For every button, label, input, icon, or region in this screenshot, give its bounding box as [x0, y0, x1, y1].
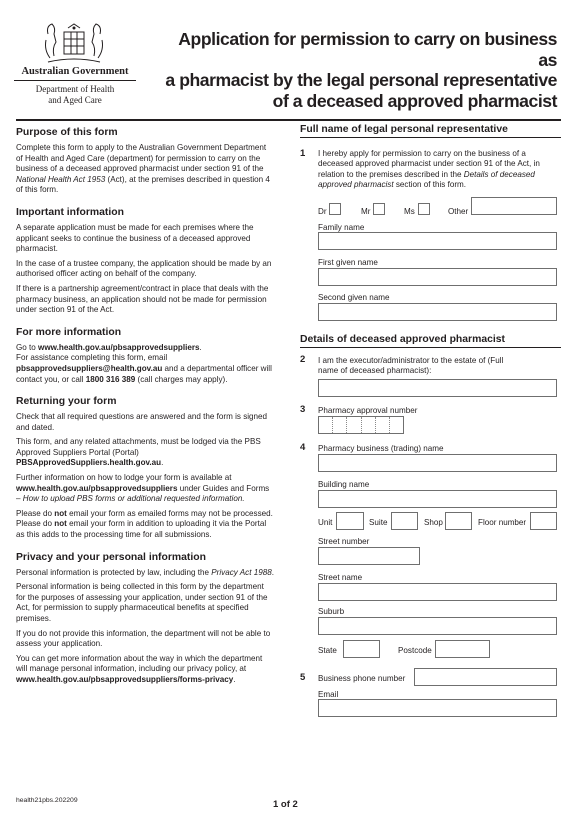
question-1-text: I hereby apply for permission to carry on the business of a deceased approved pharmacist under section 91 of the Act, in relation to the premises described in the Details of deceased approved pharmacist section of this form.	[318, 149, 540, 190]
first-given-name-label: First given name	[318, 258, 378, 267]
title-other-field[interactable]	[471, 197, 557, 215]
title-ms-checkbox[interactable]	[418, 203, 430, 215]
question-number: 4	[300, 442, 306, 453]
page-number: 1 of 2	[273, 799, 298, 810]
email-link[interactable]: pbsapprovedsuppliers@health.gov.au	[16, 363, 163, 373]
form-code: health21pbs.202209	[16, 797, 78, 804]
purpose-section: Purpose of this form Complete this form to apply to the Australian Government Department of Health and Aged Care (department) for permission to carry on the business of a deceased approved pharmacist under section 91 of the National Health Act 1953 (Act), at the premises described in question 4 of this form.	[16, 127, 274, 196]
state-label: State	[318, 646, 337, 655]
question-number: 1	[300, 148, 306, 159]
street-number-field[interactable]	[318, 547, 420, 565]
building-name-field[interactable]	[318, 490, 557, 508]
trading-name-label: Pharmacy business (trading) name	[318, 444, 444, 453]
deceased-pharmacist-name-field[interactable]	[318, 379, 557, 397]
section-representative-heading: Full name of legal personal representative	[300, 124, 561, 138]
email-label: Email	[318, 690, 339, 699]
family-name-label: Family name	[318, 223, 365, 232]
website-link[interactable]: www.health.gov.au/pbsapprovedsuppliers	[38, 342, 200, 352]
postcode-label: Postcode	[398, 646, 432, 655]
second-given-name-label: Second given name	[318, 293, 390, 302]
question-number: 3	[300, 404, 306, 415]
title-mr-checkbox[interactable]	[373, 203, 385, 215]
department-name: Department of Health and Aged Care	[35, 84, 115, 105]
shop-label: Shop	[424, 518, 443, 527]
suite-label: Suite	[369, 518, 388, 527]
street-name-field[interactable]	[318, 583, 557, 601]
section-heading: Returning your form	[16, 396, 117, 408]
privacy-section: Privacy and your personal information Personal information is protected by law, including the Privacy Act 1988. Personal information is being collected in this form by the department for the purposes of assessing your application, under section 91 of the Act, for permission to supply pharmaceutical benefits at specified premises. If you do not provide this information, the department will not be able to assess your application. You can get more information about the way in which the department will manage personal information, including our privacy policy, at www.health.gov.au/pbsapprovedsuppliers/forms-privacy.	[16, 551, 274, 684]
form-title: Application for permission to carry on business as a pharmacist by the legal personal representative of a deceased approved pharmacist	[165, 29, 557, 111]
title-mr-label: Mr	[361, 207, 371, 216]
suburb-field[interactable]	[318, 617, 557, 635]
portal-link[interactable]: PBSApprovedSuppliers.health.gov.au	[16, 458, 162, 468]
shop-field[interactable]	[445, 512, 472, 530]
section-deceased-heading: Details of deceased approved pharmacist	[300, 334, 561, 348]
street-number-label: Street number	[318, 537, 370, 546]
returning-section: Returning your form Check that all required questions are answered and the form is signed and dated. This form, and any related attachments, must be lodged via the PBS Approved Suppliers Portal (Portal) PBSApprovedSuppliers.health.gov.au. Further information on how to lodge your form is available at www.health.gov.au/pbsapprovedsuppliers under Guides and Forms – How to upload PBS forms or additional requested information. Please do not email your form as emailed forms may not be processed. Please do not email your form in addition to uploading it via the Portal as this adds to the processing time for all submissions.	[16, 396, 273, 540]
business-phone-label: Business phone number	[318, 674, 406, 683]
email-field[interactable]	[318, 699, 557, 717]
header-divider	[16, 119, 561, 121]
second-given-name-field[interactable]	[318, 303, 557, 321]
question-2-text: I am the executor/administrator to the estate of (Full name of deceased pharmacist):	[318, 356, 504, 376]
building-name-label: Building name	[318, 480, 370, 489]
coat-of-arms-icon	[40, 22, 108, 66]
trading-name-field[interactable]	[318, 454, 557, 472]
business-phone-field[interactable]	[414, 668, 557, 686]
section-heading: For more information	[16, 326, 122, 338]
floor-number-label: Floor number	[478, 518, 527, 527]
approval-number-field[interactable]	[318, 416, 404, 434]
privacy-link[interactable]: www.health.gov.au/pbsapprovedsuppliers/forms-privacy	[16, 674, 234, 684]
information-column	[16, 127, 274, 697]
important-section: Important information A separate application must be made for each premises where the applicant seeks to continue the business of a deceased approved pharmacist. In the case of a trustee company, the application should be made by an authorised officer acting on behalf of the company. If there is a partnership agreement/contract in place that deals with the pharmacy business, an application should not be made for permission under section 91 of the Act.	[16, 207, 274, 316]
question-number: 5	[300, 672, 306, 683]
question-number: 2	[300, 354, 306, 365]
suite-field[interactable]	[391, 512, 418, 530]
unit-field[interactable]	[336, 512, 364, 530]
title-ms-label: Ms	[404, 207, 415, 216]
section-heading: Privacy and your personal information	[16, 551, 206, 563]
first-given-name-field[interactable]	[318, 268, 557, 286]
website-link[interactable]: www.health.gov.au/pbsapprovedsuppliers	[16, 483, 178, 493]
section-heading: Purpose of this form	[16, 127, 118, 138]
floor-number-field[interactable]	[530, 512, 557, 530]
approval-number-label: Pharmacy approval number	[318, 406, 418, 415]
government-name: Australian Government	[21, 66, 129, 77]
phone-number: 1800 316 389	[85, 374, 136, 384]
family-name-field[interactable]	[318, 232, 557, 250]
postcode-field[interactable]	[435, 640, 490, 658]
title-other-label: Other	[448, 207, 469, 216]
logo-divider	[14, 80, 136, 81]
form-header	[0, 0, 577, 118]
unit-label: Unit	[318, 518, 333, 527]
title-dr-label: Dr	[318, 207, 327, 216]
section-heading: Important information	[16, 206, 124, 218]
suburb-label: Suburb	[318, 607, 345, 616]
state-field[interactable]	[343, 640, 380, 658]
title-dr-checkbox[interactable]	[329, 203, 341, 215]
more-info-section: For more information Go to www.health.gov.au/pbsapprovedsuppliers. For assistance completing this form, email pbsapprovedsuppliers@health.gov.au and a departmental officer will contact you, or call 1800 316 389 (call charges may apply).	[16, 327, 274, 385]
street-name-label: Street name	[318, 573, 363, 582]
